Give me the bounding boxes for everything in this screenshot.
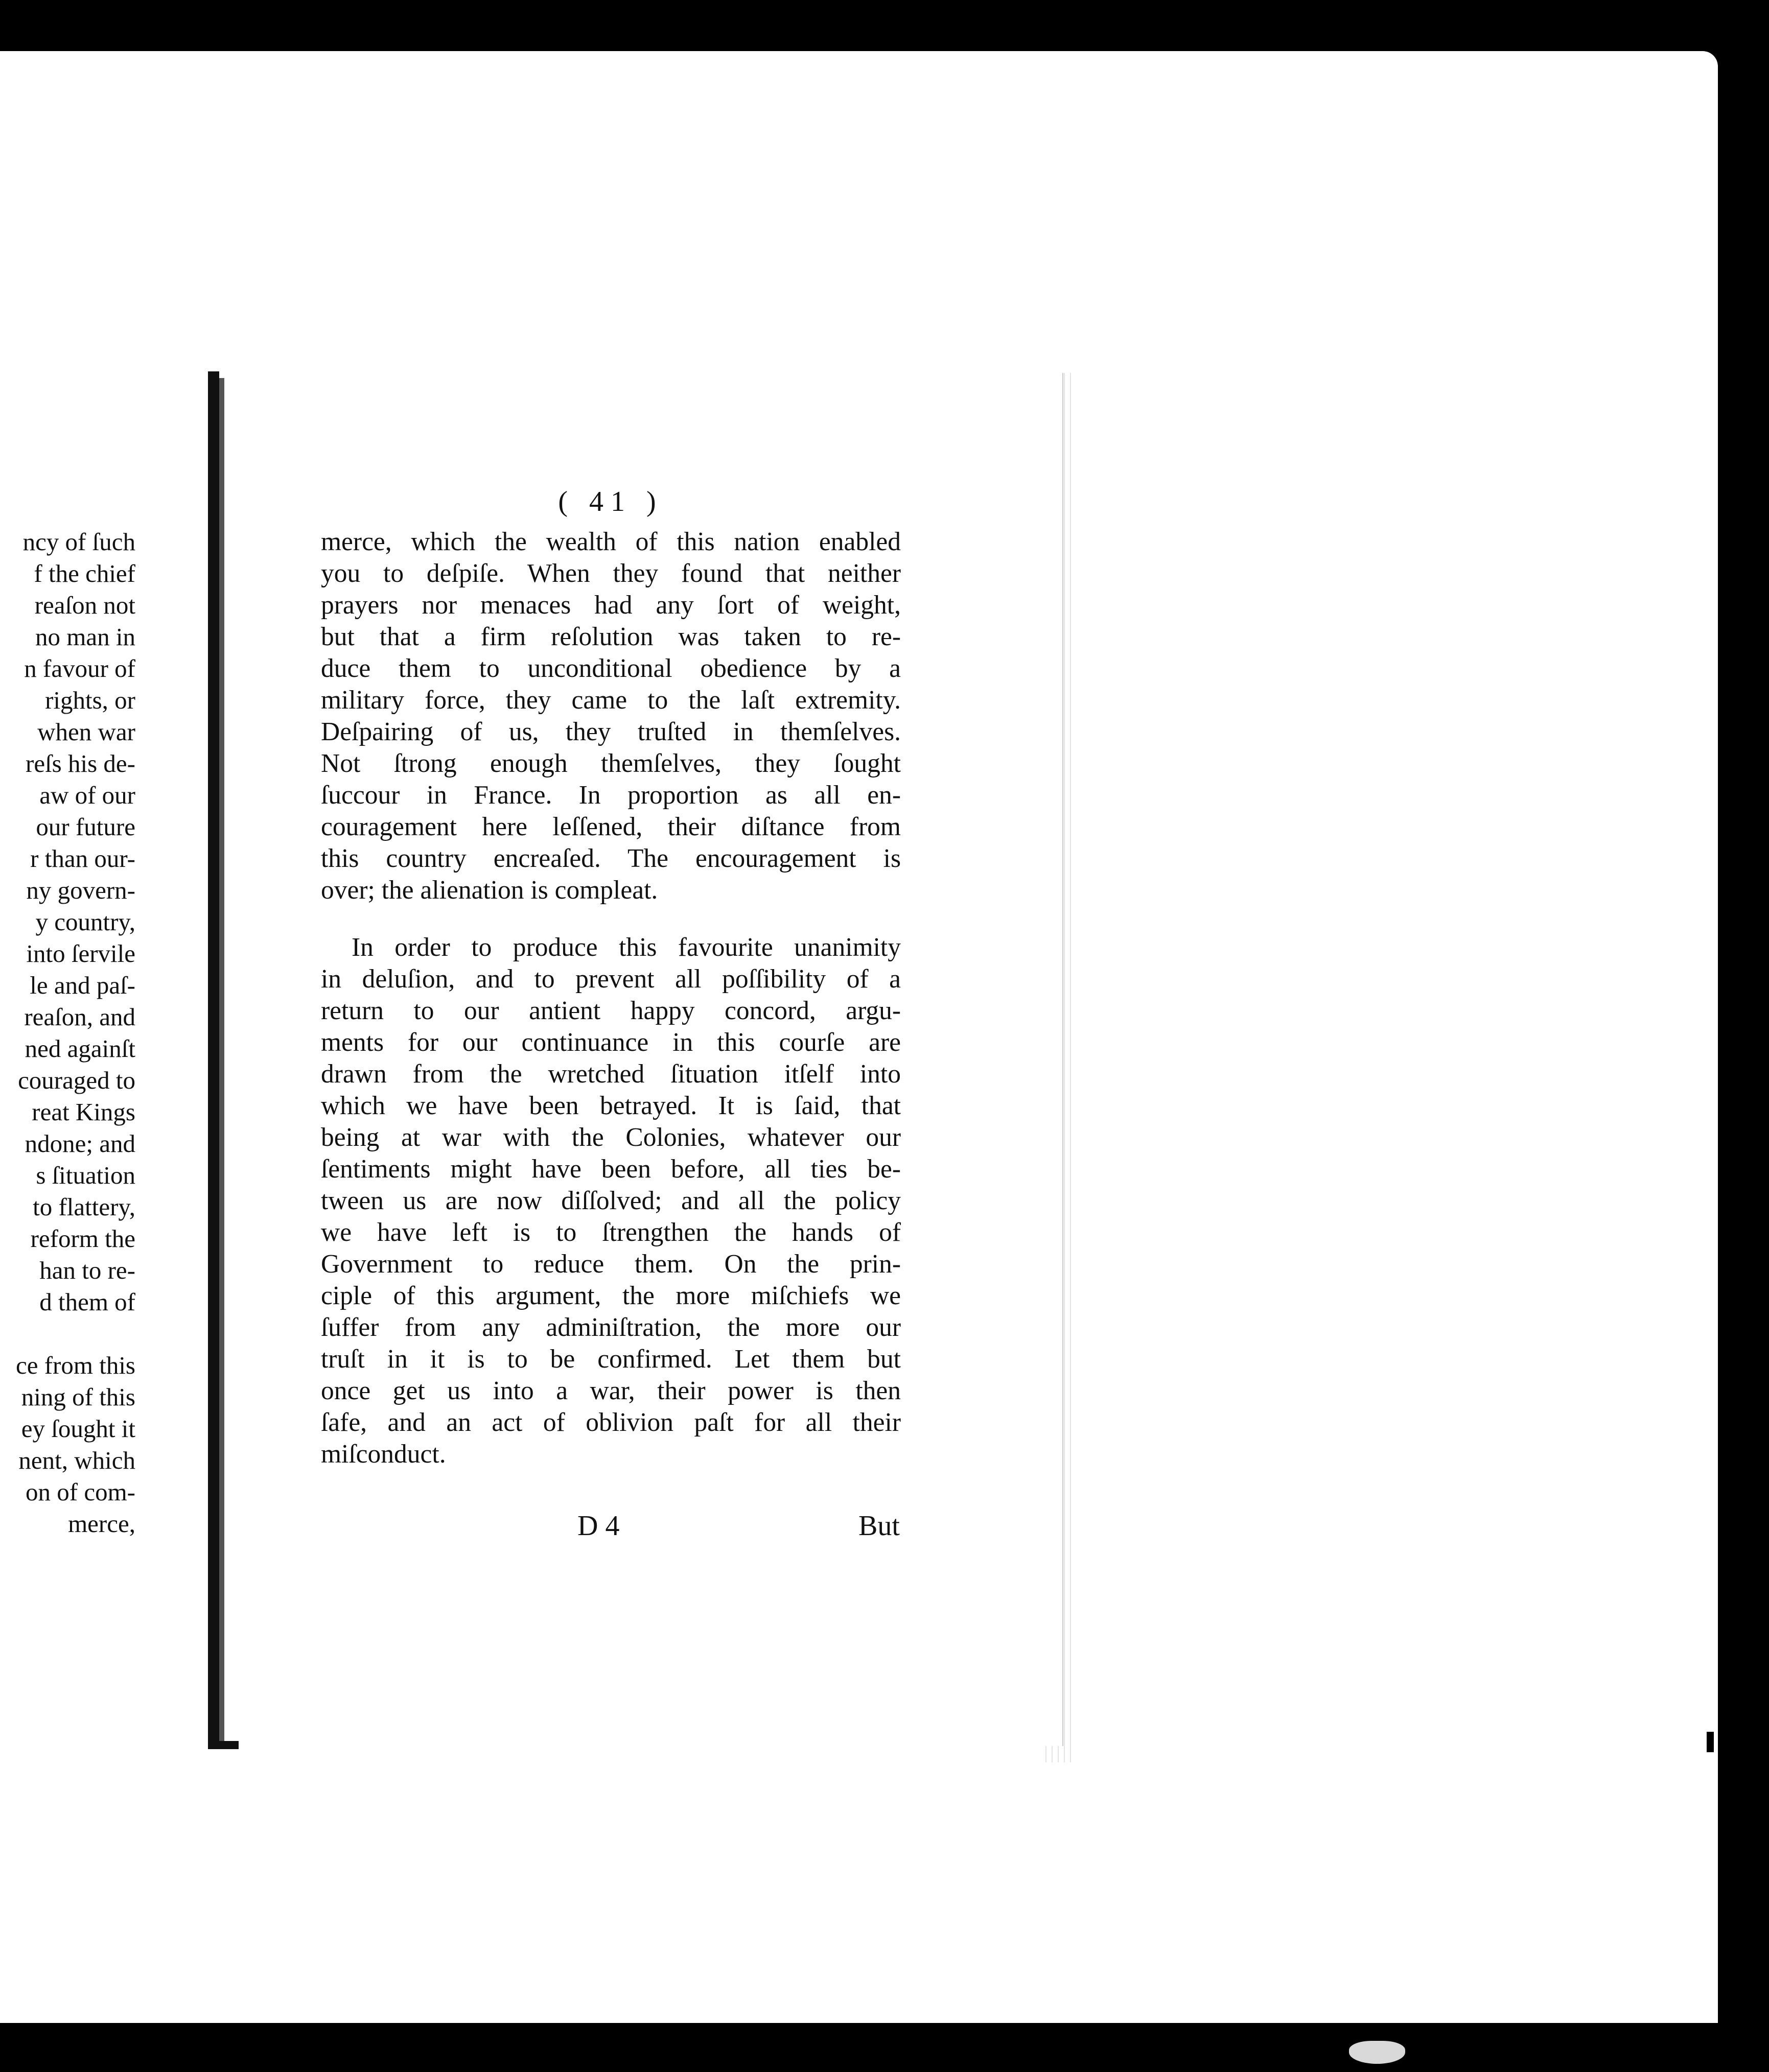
text-line: In order to produce this favourite unanimity [352,933,901,962]
catchword: But [858,1510,900,1542]
left-page-line: r than our- [30,844,135,873]
left-page-line: rights, or [45,686,135,714]
left-page-line: f the chief [34,559,135,587]
left-page-line: on of com- [26,1478,135,1506]
left-page-line: y country, [35,908,135,936]
text-line: you to deſpiſe. When they found that neither [321,559,901,588]
left-page-line: reform the [30,1225,135,1253]
left-page-line: ndone; and [25,1129,135,1158]
text-line: ſuffer from any adminiſtration, the more our [321,1313,901,1342]
text-line: once get us into a war, their power is then [321,1376,901,1405]
left-page-line: into ſervile [26,939,135,968]
signature-mark: D 4 [577,1510,620,1542]
left-page-line: when war [37,718,135,746]
text-line: ciple of this argument, the more miſchiefs we [321,1281,901,1310]
text-line: ſafe, and an act of oblivion paſt for all their [321,1408,901,1437]
text-line: Deſpairing of us, they truſted in themſelves. [321,717,901,746]
book-spine [208,371,219,1748]
left-page-line: ned againſt [25,1034,135,1063]
left-page-line: nent, which [18,1446,135,1474]
text-line: ſuccour in France. In proportion as all en- [321,781,901,810]
text-line: ments for our continuance in this courſe are [321,1028,901,1057]
text-line: which we have been betrayed. It is ſaid, that [321,1091,901,1120]
text-line: couragement here leſſened, their diſtance from [321,812,901,841]
text-line: return to our antient happy concord, argu- [321,996,901,1025]
left-page-line: reaſon, and [24,1003,135,1031]
left-page-line: han to re- [39,1256,135,1284]
text-line: merce, which the wealth of this nation enabled [321,527,901,556]
text-line: in deluſion, and to prevent all poſſibility of a [321,964,901,994]
left-page-line: to flattery, [33,1193,135,1221]
book-spine-shadow [219,378,224,1745]
text-line: miſconduct. [321,1440,446,1469]
left-page-line: d them of [39,1288,135,1316]
left-page-line: s ſituation [36,1161,135,1189]
page-body [321,526,901,1470]
left-page-line: reſs his de- [26,749,135,778]
left-page-line: le and paſ- [30,971,135,999]
left-page-line: no man in [35,623,135,651]
left-page-line: couraged to [18,1066,135,1094]
text-line: duce them to unconditional obedience by a [321,654,901,683]
text-line: ſentiments might have been before, all ties be- [321,1155,901,1184]
text-line: tween us are now diſſolved; and all the policy [321,1186,901,1215]
text-line: but that a firm reſolution was taken to re- [321,622,901,651]
left-page-line: reaſon not [34,591,135,619]
text-line: being at war with the Colonies, whatever our [321,1123,901,1152]
left-page-line: n favour of [24,654,135,682]
left-page-line: merce, [68,1510,135,1538]
scan-artifact [1349,2041,1405,2064]
text-line: Not ſtrong enough themſelves, they ſought [321,749,901,778]
left-page-line: ce from this [15,1351,135,1379]
paragraph-gap [321,906,901,932]
left-page-fragment [0,526,135,1568]
left-page-line: ning of this [21,1383,135,1411]
scan-edge-mark [1707,1732,1714,1752]
text-line: military force, they came to the laſt extremity. [321,686,901,715]
text-line: Government to reduce them. On the prin- [321,1250,901,1279]
book-spine-foot [208,1741,239,1749]
page-number: ( 41 ) [558,486,663,517]
text-line: drawn from the wretched ſituation itſelf into [321,1059,901,1089]
text-line: this country encreaſed. The encouragement is [321,844,901,873]
left-page-line: aw of our [39,781,135,809]
left-page-line: ncy of ſuch [22,528,135,556]
text-line: we have left is to ſtrengthen the hands of [321,1218,901,1247]
text-line: prayers nor menaces had any ſort of weight, [321,591,901,620]
left-page-line: ny govern- [26,876,135,904]
left-page-line: reat Kings [32,1098,135,1126]
left-page-line: ey ſought it [21,1415,135,1443]
left-page-line: our future [36,813,135,841]
text-line: over; the alienation is compleat. [321,876,658,905]
text-line: truſt in it is to be confirmed. Let them but [321,1345,901,1374]
